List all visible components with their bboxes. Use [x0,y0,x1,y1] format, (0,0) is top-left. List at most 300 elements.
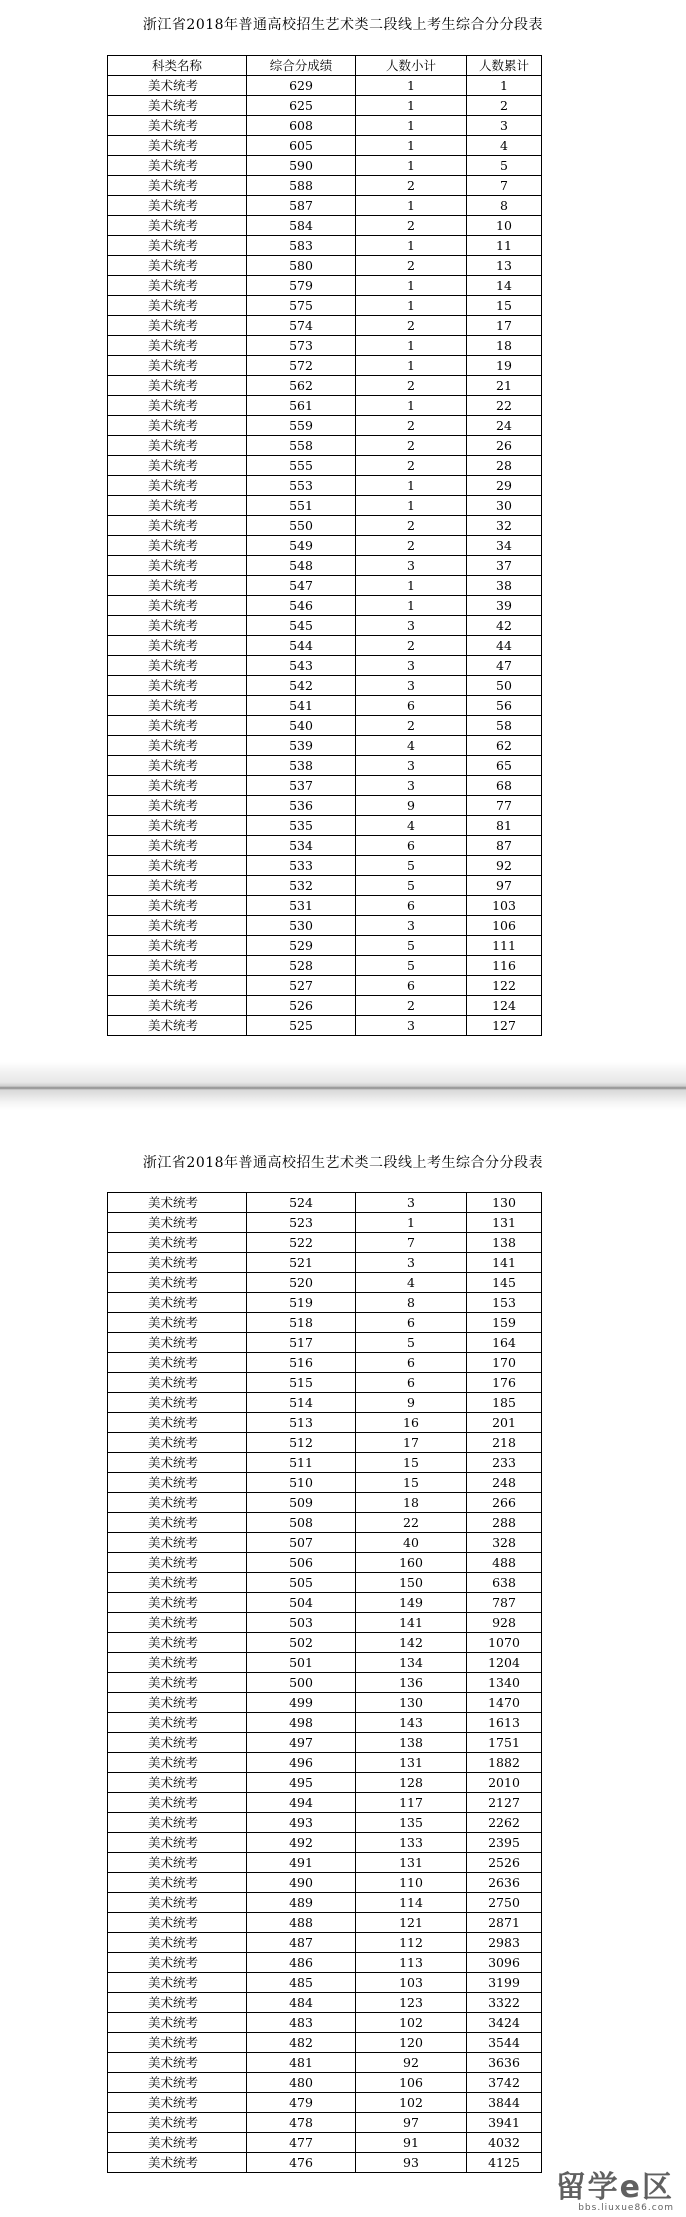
cell-cumulative: 1 [467,76,542,96]
cell-category: 美术统考 [108,876,247,896]
header-count: 人数小计 [356,56,467,76]
cell-score: 550 [247,516,356,536]
cell-score: 572 [247,356,356,376]
cell-count: 5 [356,956,467,976]
cell-cumulative: 4032 [467,2133,542,2153]
cell-category: 美术统考 [108,416,247,436]
table-row [108,1953,542,1973]
table-row [108,1913,542,1933]
cell-score: 521 [247,1253,356,1273]
cell-count: 18 [356,1493,467,1513]
cell-category: 美术统考 [108,776,247,796]
cell-score: 549 [247,536,356,556]
cell-score: 536 [247,796,356,816]
cell-count: 2 [356,216,467,236]
cell-score: 519 [247,1293,356,1313]
cell-category: 美术统考 [108,1193,247,1213]
cell-category: 美术统考 [108,616,247,636]
cell-cumulative: 127 [467,1016,542,1036]
cell-category: 美术统考 [108,1973,247,1993]
cell-category: 美术统考 [108,956,247,976]
table-row [108,676,542,696]
cell-score: 539 [247,736,356,756]
cell-count: 1 [356,476,467,496]
cell-score: 483 [247,2013,356,2033]
table-row [108,1633,542,1653]
cell-count: 9 [356,796,467,816]
cell-category: 美术统考 [108,1016,247,1036]
cell-count: 1 [356,296,467,316]
score-table [107,1192,542,2173]
cell-cumulative: 124 [467,996,542,1016]
cell-score: 497 [247,1733,356,1753]
cell-score: 502 [247,1633,356,1653]
table-row [108,296,542,316]
cell-score: 501 [247,1653,356,1673]
cell-score: 538 [247,756,356,776]
cell-count: 1 [356,336,467,356]
cell-count: 138 [356,1733,467,1753]
cell-category: 美术统考 [108,936,247,956]
cell-count: 1 [356,196,467,216]
table-row [108,736,542,756]
cell-score: 518 [247,1313,356,1333]
cell-score: 580 [247,256,356,276]
table-row [108,656,542,676]
table-row [108,336,542,356]
cell-cumulative: 26 [467,436,542,456]
cell-score: 507 [247,1533,356,1553]
cell-category: 美术统考 [108,96,247,116]
cell-score: 504 [247,1593,356,1613]
cell-category: 美术统考 [108,396,247,416]
table-row [108,1453,542,1473]
cell-score: 558 [247,436,356,456]
table-row [108,1733,542,1753]
cell-cumulative: 37 [467,556,542,576]
cell-score: 505 [247,1573,356,1593]
cell-category: 美术统考 [108,796,247,816]
cell-score: 548 [247,556,356,576]
cell-cumulative: 248 [467,1473,542,1493]
cell-cumulative: 1613 [467,1713,542,1733]
table-row [108,536,542,556]
cell-category: 美术统考 [108,216,247,236]
cell-count: 8 [356,1293,467,1313]
cell-score: 573 [247,336,356,356]
cell-category: 美术统考 [108,836,247,856]
cell-category: 美术统考 [108,2033,247,2053]
cell-count: 6 [356,976,467,996]
cell-score: 530 [247,916,356,936]
cell-cumulative: 116 [467,956,542,976]
table-row [108,416,542,436]
table-row [108,1933,542,1953]
table-row [108,916,542,936]
cell-score: 537 [247,776,356,796]
cell-category: 美术统考 [108,636,247,656]
cell-count: 2 [356,516,467,536]
table-row [108,456,542,476]
cell-cumulative: 2636 [467,1873,542,1893]
table-row [108,2093,542,2113]
cell-score: 492 [247,1833,356,1853]
cell-category: 美术统考 [108,1893,247,1913]
cell-cumulative: 18 [467,336,542,356]
cell-count: 2 [356,996,467,1016]
table-row [108,1873,542,1893]
cell-count: 3 [356,656,467,676]
cell-count: 142 [356,1633,467,1653]
cell-category: 美术统考 [108,256,247,276]
table-row [108,356,542,376]
cell-category: 美术统考 [108,1653,247,1673]
table-row [108,1693,542,1713]
table-row [108,476,542,496]
cell-count: 2 [356,416,467,436]
table-row [108,1653,542,1673]
cell-category: 美术统考 [108,576,247,596]
cell-count: 6 [356,1353,467,1373]
cell-score: 491 [247,1853,356,1873]
cell-category: 美术统考 [108,2013,247,2033]
cell-category: 美术统考 [108,1953,247,1973]
cell-cumulative: 77 [467,796,542,816]
cell-category: 美术统考 [108,2153,247,2173]
page-title: 浙江省2018年普通高校招生艺术类二段线上考生综合分分段表 [142,1155,544,1171]
table-row [108,516,542,536]
cell-score: 498 [247,1713,356,1733]
cell-cumulative: 13 [467,256,542,276]
cell-cumulative: 21 [467,376,542,396]
table-row [108,556,542,576]
cell-score: 517 [247,1333,356,1353]
cell-cumulative: 3199 [467,1973,542,1993]
cell-category: 美术统考 [108,1453,247,1473]
table-row [108,576,542,596]
cell-cumulative: 29 [467,476,542,496]
table-row [108,76,542,96]
cell-cumulative: 8 [467,196,542,216]
cell-count: 4 [356,1273,467,1293]
cell-score: 555 [247,456,356,476]
cell-category: 美术统考 [108,1813,247,1833]
cell-cumulative: 164 [467,1333,542,1353]
table-row [108,616,542,636]
cell-count: 1 [356,236,467,256]
cell-cumulative: 201 [467,1413,542,1433]
cell-cumulative: 2871 [467,1913,542,1933]
cell-cumulative: 5 [467,156,542,176]
cell-count: 17 [356,1433,467,1453]
cell-count: 3 [356,1253,467,1273]
cell-score: 523 [247,1213,356,1233]
table-row [108,2133,542,2153]
cell-category: 美术统考 [108,1833,247,1853]
cell-count: 2 [356,376,467,396]
cell-count: 121 [356,1913,467,1933]
cell-cumulative: 103 [467,896,542,916]
table-row [108,2073,542,2093]
cell-count: 113 [356,1953,467,1973]
cell-cumulative: 488 [467,1553,542,1573]
cell-score: 525 [247,1016,356,1036]
cell-category: 美术统考 [108,1333,247,1353]
cell-cumulative: 3844 [467,2093,542,2113]
cell-count: 6 [356,896,467,916]
cell-score: 508 [247,1513,356,1533]
cell-cumulative: 92 [467,856,542,876]
cell-category: 美术统考 [108,816,247,836]
cell-score: 562 [247,376,356,396]
cell-category: 美术统考 [108,2073,247,2093]
table-row [108,2113,542,2133]
cell-count: 149 [356,1593,467,1613]
cell-count: 2 [356,436,467,456]
cell-score: 559 [247,416,356,436]
cell-cumulative: 1340 [467,1673,542,1693]
table-row [108,956,542,976]
cell-count: 143 [356,1713,467,1733]
cell-category: 美术统考 [108,156,247,176]
cell-cumulative: 2 [467,96,542,116]
cell-category: 美术统考 [108,1493,247,1513]
cell-category: 美术统考 [108,976,247,996]
table-row [108,1233,542,1253]
cell-category: 美术统考 [108,316,247,336]
cell-cumulative: 218 [467,1433,542,1453]
cell-cumulative: 122 [467,976,542,996]
cell-cumulative: 2983 [467,1933,542,1953]
cell-score: 511 [247,1453,356,1473]
table-row [108,1193,542,1213]
cell-count: 102 [356,2013,467,2033]
table-row [108,1213,542,1233]
table-row [108,2033,542,2053]
cell-score: 503 [247,1613,356,1633]
cell-score: 540 [247,716,356,736]
cell-score: 506 [247,1553,356,1573]
cell-category: 美术统考 [108,436,247,456]
score-table [107,55,542,1036]
cell-count: 3 [356,616,467,636]
cell-cumulative: 2262 [467,1813,542,1833]
cell-category: 美术统考 [108,1393,247,1413]
cell-cumulative: 3636 [467,2053,542,2073]
cell-score: 490 [247,1873,356,1893]
cell-cumulative: 22 [467,396,542,416]
cell-category: 美术统考 [108,556,247,576]
table-row [108,256,542,276]
cell-score: 488 [247,1913,356,1933]
cell-count: 3 [356,1016,467,1036]
cell-count: 103 [356,1973,467,1993]
cell-score: 524 [247,1193,356,1213]
table-row [108,136,542,156]
cell-score: 531 [247,896,356,916]
cell-category: 美术统考 [108,476,247,496]
table-row [108,1413,542,1433]
cell-cumulative: 138 [467,1233,542,1253]
cell-cumulative: 56 [467,696,542,716]
cell-score: 500 [247,1673,356,1693]
cell-score: 493 [247,1813,356,1833]
cell-count: 5 [356,1333,467,1353]
cell-count: 4 [356,816,467,836]
table-row [108,1393,542,1413]
cell-category: 美术统考 [108,296,247,316]
cell-category: 美术统考 [108,996,247,1016]
cell-category: 美术统考 [108,1353,247,1373]
cell-score: 587 [247,196,356,216]
cell-cumulative: 1204 [467,1653,542,1673]
cell-category: 美术统考 [108,176,247,196]
table-row [108,1813,542,1833]
cell-count: 2 [356,256,467,276]
cell-cumulative: 3 [467,116,542,136]
cell-score: 588 [247,176,356,196]
cell-cumulative: 10 [467,216,542,236]
table-row [108,1573,542,1593]
table-row [108,176,542,196]
cell-cumulative: 42 [467,616,542,636]
cell-score: 484 [247,1993,356,2013]
table-row [108,116,542,136]
table-row [108,696,542,716]
cell-cumulative: 638 [467,1573,542,1593]
cell-score: 479 [247,2093,356,2113]
cell-count: 123 [356,1993,467,2013]
watermark-logo-text: 留学e区 [555,2170,674,2205]
cell-cumulative: 2750 [467,1893,542,1913]
table-row [108,836,542,856]
table-row [108,976,542,996]
header-cumulative: 人数累计 [467,56,542,76]
cell-count: 2 [356,456,467,476]
cell-category: 美术统考 [108,1633,247,1653]
cell-category: 美术统考 [108,696,247,716]
cell-cumulative: 928 [467,1613,542,1633]
cell-count: 3 [356,756,467,776]
document-page-1 [0,0,686,1062]
cell-count: 5 [356,936,467,956]
cell-count: 15 [356,1473,467,1493]
cell-score: 542 [247,676,356,696]
cell-category: 美术统考 [108,1313,247,1333]
cell-cumulative: 1751 [467,1733,542,1753]
cell-count: 136 [356,1673,467,1693]
cell-category: 美术统考 [108,656,247,676]
cell-score: 480 [247,2073,356,2093]
cell-category: 美术统考 [108,236,247,256]
cell-category: 美术统考 [108,2093,247,2113]
cell-cumulative: 14 [467,276,542,296]
cell-count: 5 [356,876,467,896]
cell-score: 476 [247,2153,356,2173]
cell-category: 美术统考 [108,356,247,376]
cell-count: 2 [356,316,467,336]
cell-cumulative: 3096 [467,1953,542,1973]
cell-score: 547 [247,576,356,596]
cell-cumulative: 2010 [467,1773,542,1793]
table-row [108,816,542,836]
table-row [108,2013,542,2033]
cell-score: 514 [247,1393,356,1413]
cell-score: 545 [247,616,356,636]
table-row [108,2153,542,2173]
table-row [108,96,542,116]
cell-cumulative: 24 [467,416,542,436]
page-title: 浙江省2018年普通高校招生艺术类二段线上考生综合分分段表 [142,17,544,33]
cell-category: 美术统考 [108,1753,247,1773]
cell-category: 美术统考 [108,1933,247,1953]
table-row [108,1333,542,1353]
cell-category: 美术统考 [108,2113,247,2133]
cell-cumulative: 19 [467,356,542,376]
cell-category: 美术统考 [108,1993,247,2013]
table-row [108,1773,542,1793]
cell-cumulative: 4 [467,136,542,156]
table-row [108,1533,542,1553]
cell-count: 92 [356,2053,467,2073]
cell-count: 106 [356,2073,467,2093]
table-row [108,1313,542,1333]
table-row [108,436,542,456]
cell-count: 117 [356,1793,467,1813]
cell-category: 美术统考 [108,1253,247,1273]
cell-score: 584 [247,216,356,236]
cell-cumulative: 50 [467,676,542,696]
cell-count: 6 [356,696,467,716]
cell-score: 575 [247,296,356,316]
cell-score: 486 [247,1953,356,1973]
cell-score: 574 [247,316,356,336]
cell-cumulative: 3742 [467,2073,542,2093]
cell-category: 美术统考 [108,1853,247,1873]
cell-count: 4 [356,736,467,756]
table-row [108,1853,542,1873]
cell-cumulative: 7 [467,176,542,196]
cell-cumulative: 3941 [467,2113,542,2133]
table-row [108,1893,542,1913]
cell-count: 2 [356,716,467,736]
cell-category: 美术统考 [108,196,247,216]
cell-category: 美术统考 [108,1793,247,1813]
cell-category: 美术统考 [108,1293,247,1313]
cell-score: 590 [247,156,356,176]
cell-score: 496 [247,1753,356,1773]
cell-cumulative: 47 [467,656,542,676]
table-row [108,1433,542,1453]
table-row [108,796,542,816]
cell-category: 美术统考 [108,496,247,516]
cell-cumulative: 11 [467,236,542,256]
cell-cumulative: 106 [467,916,542,936]
cell-score: 546 [247,596,356,616]
table-row [108,316,542,336]
table-row [108,1273,542,1293]
cell-category: 美术统考 [108,1433,247,1453]
cell-cumulative: 32 [467,516,542,536]
table-row [108,896,542,916]
cell-count: 9 [356,1393,467,1413]
cell-category: 美术统考 [108,76,247,96]
cell-category: 美术统考 [108,736,247,756]
cell-score: 477 [247,2133,356,2153]
cell-score: 532 [247,876,356,896]
cell-score: 535 [247,816,356,836]
table-row [108,496,542,516]
